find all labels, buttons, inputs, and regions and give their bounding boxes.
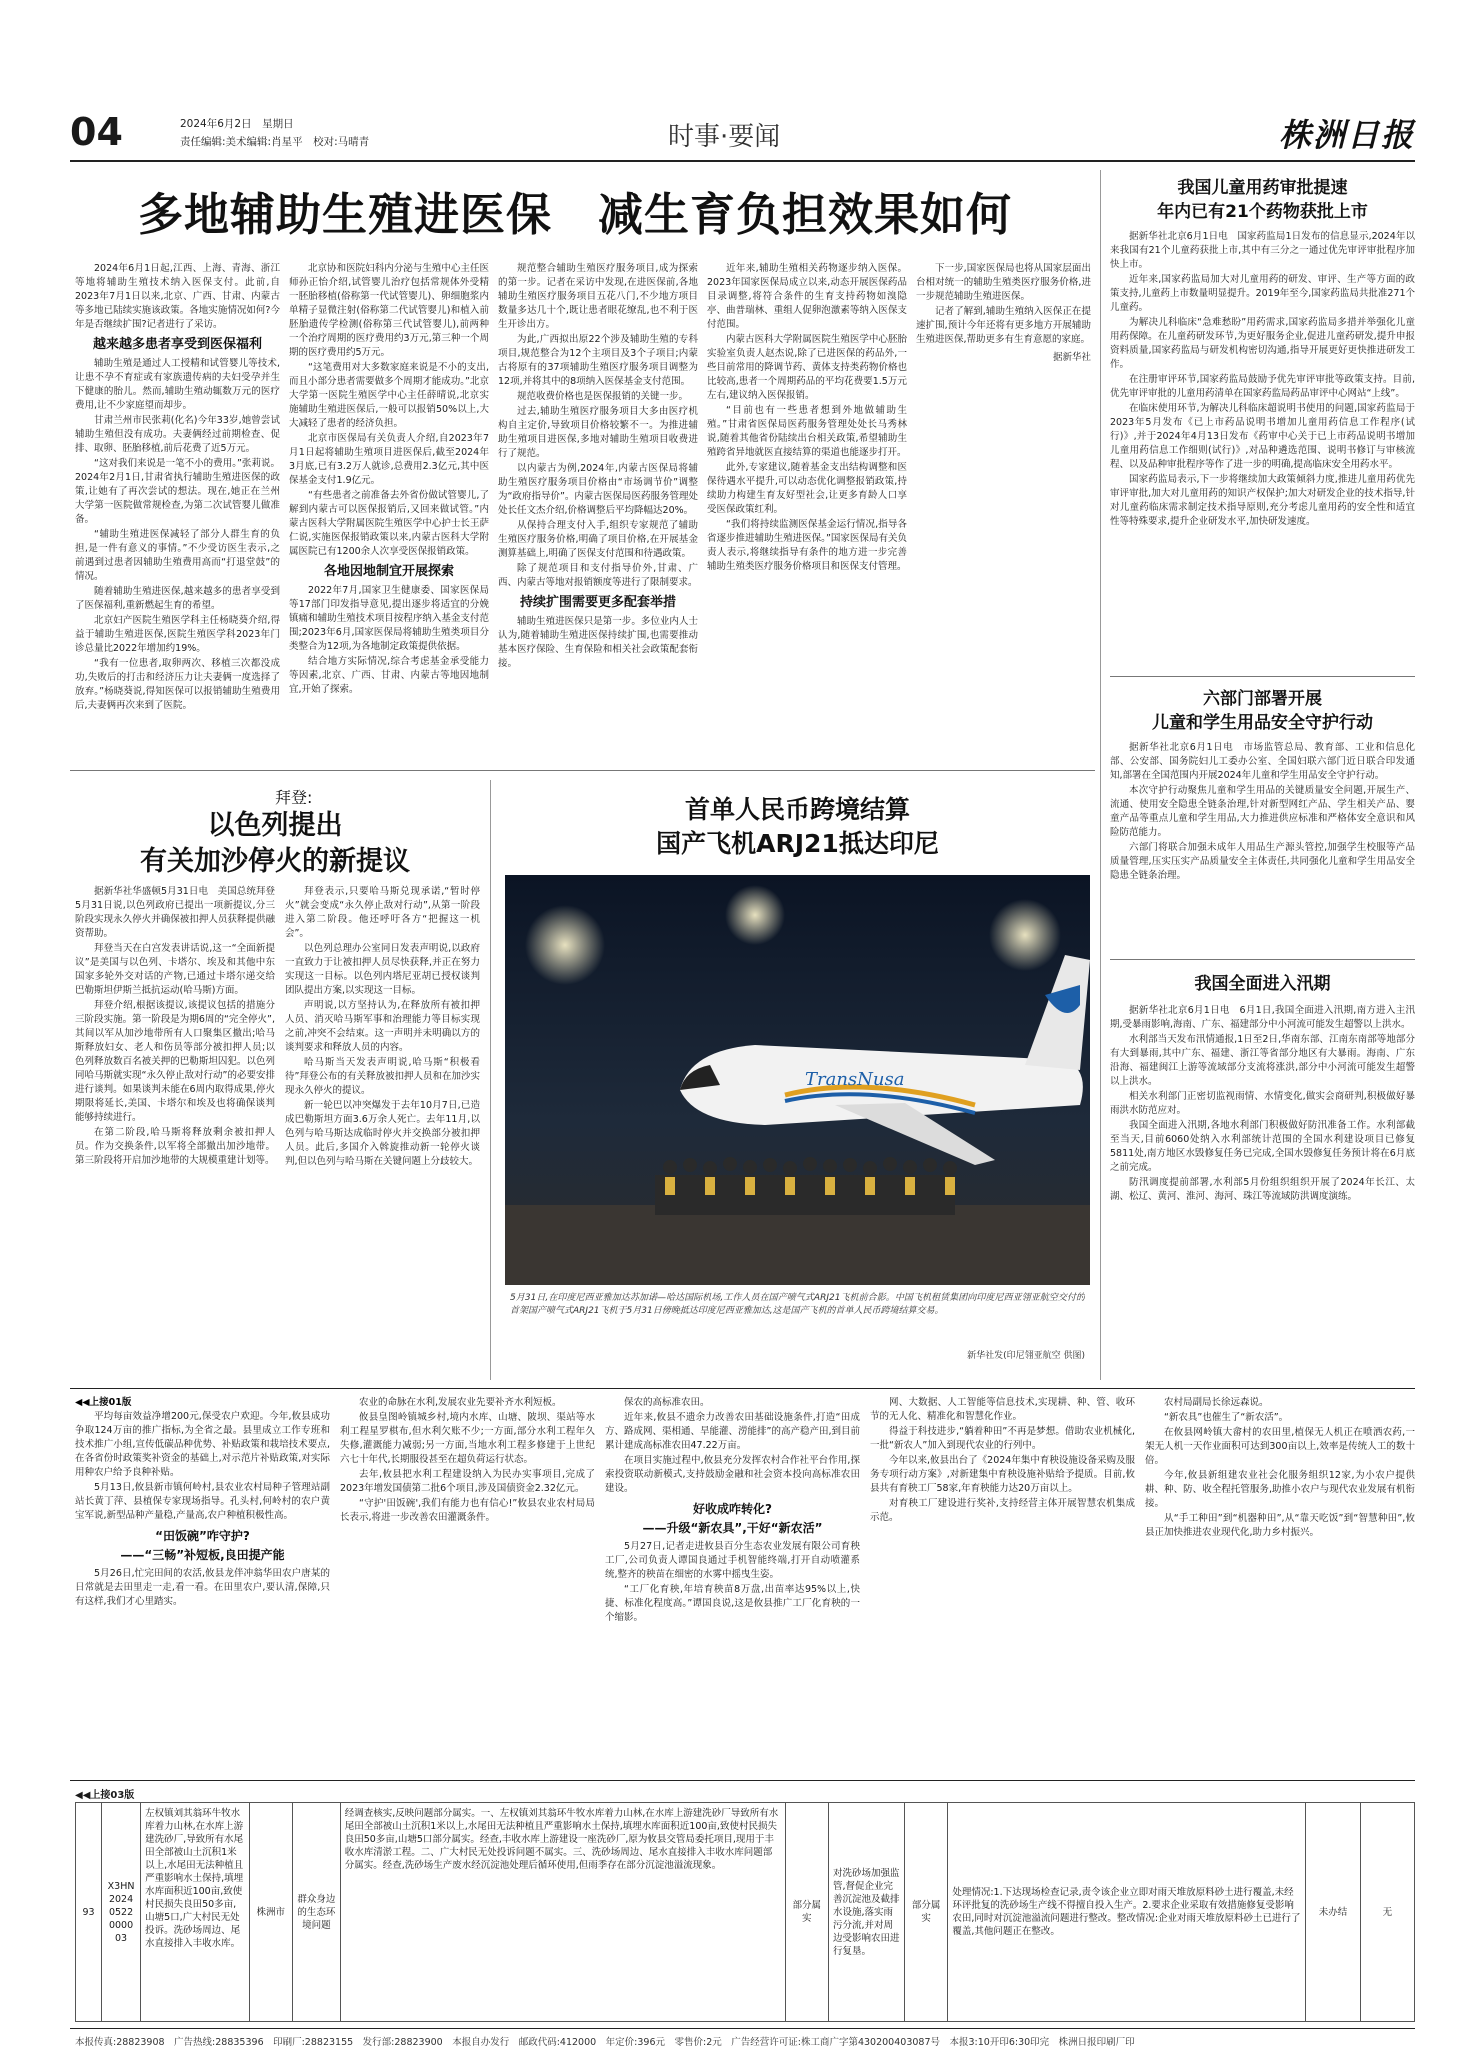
flood-title bbox=[1110, 972, 1415, 996]
row-findings-text: 经调查核实,反映问题部分属实。一、左权镇刘其翁环牛牧水库着力山林,在水库上游建洗砂厂导致所有水尾田全部被山土沉积1米以上,水尾田无法种植且严重影响水土保持,填埋水库面积近100亩,致使村民损失良田50多亩,山塘5口部分属实。经查,丰收水库上游建设一座洗砂厂,原为攸县交管局委托项目,现用于丰收水库清淤工程。二、广大村民无处投诉问题不属实。三、洗砂场周边、尾水直接排入丰收水库问题部分属实。经查,洗砂场生产废水经沉淀池处理后循环使用,但雨季存在部分沉淀池溢流现象。 bbox=[344, 1808, 779, 1871]
annex-table bbox=[75, 1802, 1415, 2022]
lower-col-4 bbox=[870, 1396, 1135, 1774]
section-name: 时事·要闻 bbox=[668, 122, 781, 152]
lower-paragraph: 今年以来,攸县出台了《2024年集中育秧设施设备采购及服务专项行动方案》,对新建集中育秧设施补贴给予提质。目前,攸县共有育秧工厂58家,年育秧能力达20万亩以上。 bbox=[870, 1455, 1135, 1494]
row-type: 群众身边的生态环境问题 bbox=[292, 1803, 340, 2022]
biden-paragraph: 哈马斯当天发表声明说,哈马斯“积极看待”拜登公布的有关释放被扣押人员和在加沙实现永久停火的提议。 bbox=[285, 1057, 480, 1096]
lower-col-1 bbox=[75, 1396, 330, 1774]
lower-paragraph: 平均每亩效益净增200元,保受农户欢迎。今年,攸县成功争取124万亩的推广指标,为全省之最。县里成立工作专班和技术推广小组,宣传低碳品种优势、补贴政策和栽培技术要点,在各省份时政策奖补资金的基础上,对示范片补贴政策,对实际用种农户给予良种补贴。 bbox=[75, 1411, 330, 1478]
lower-col-3 bbox=[605, 1396, 860, 1774]
lead-bottom-rule bbox=[70, 770, 1095, 771]
lower-paragraph: “新农具”也催生了“新农活”。 bbox=[1164, 1412, 1289, 1423]
lead-paragraph: 记者了解到,辅助生殖纳入医保正在提速扩围,预计今年还将有更多地方开展辅助生殖进医保,帮助更多有生育意愿的家庭。 bbox=[916, 306, 1091, 345]
kids-drug-paragraph: 为解决儿科临床“急难愁盼”用药需求,国家药监局多措并举强化儿童用药保障。在儿童药研发环节,为更好服务企业,促进儿童药研发,提升申报资料质量,国家药监局与研发机构密切沟通,指导开展更好更快推进研发工作。 bbox=[1110, 317, 1415, 370]
lead-paragraph: 北京协和医院妇科内分泌与生殖中心主任医师孙正怡介绍,试管婴儿治疗包括常规体外受精一胚胎移植(俗称第一代试管婴儿)、卵细胞浆内单精子显微注射(俗称第二代试管婴儿)和植入前胚胎遗传学检测(俗称第三代试管婴儿),前两种一个治疗周期的医疗费用约3万元,第三种一个周期的医疗费用约5万元。 bbox=[289, 263, 489, 358]
kids-drug-paragraph: 在临床使用环节,为解决儿科临床超说明书使用的问题,国家药监局于2023年5月发布《已上市药品说明书增加儿童用药信息工作程序(试行)》,并于2024年4月13日发布《药审中心关于已上市药品说明书增加儿童用药信息工作细则(试行)》,对品种遴选范围、说明书修订与审核流程、以及品种审批程序等作了进一步的明确,提高临床安全用药水平。 bbox=[1110, 403, 1415, 470]
biden-col-1 bbox=[75, 885, 275, 1365]
lead-col-5 bbox=[916, 262, 1091, 752]
safety-title-line: 儿童和学生用品安全守护行动 bbox=[1152, 713, 1373, 733]
lead-paragraph: 随着辅助生殖进医保,越来越多的患者享受到了医保福利,重新燃起生育的希望。 bbox=[75, 586, 280, 611]
row-findings bbox=[340, 1803, 785, 2022]
lower-paragraph: 今年,攸县新组建农业社会化服务组织12家,为小农户提供耕、种、防、收全程托管服务,助推小农户与现代农业发展有机衔接。 bbox=[1145, 1470, 1415, 1509]
kids-drug-title bbox=[1110, 176, 1415, 224]
biden-paragraph: 拜登介绍,根据该提议,该提议包括的措施分三阶段实施。第一阶段是为期6周的“完全停火”,其间以军从加沙地带所有人口聚集区撤出;哈马斯释放妇女、老人和伤员等部分被扣押人员;以色列释放数百名被关押的巴勒斯坦囚犯。以色列同哈马斯就实现“永久停止敌对行动”的必要安排进行谈判。如果谈判未能在6周内取得成果,停火期限将延长,美国、卡塔尔和埃及也将确保谈判能够持续进行。 bbox=[75, 1000, 275, 1123]
lead-paragraph: “辅助生殖进医保减轻了部分人群生育的负担,是一件有意义的事情。”不少受访医生表示,之前遇到过患者因辅助生殖费用高而“打退堂鼓”的情况。 bbox=[75, 529, 280, 582]
lower-paragraph: 5月27日,记者走进攸县百分生态农业发展有限公司育秧工厂,公司负责人谭国良通过手机智能终端,打开自动喷灌系统,整齐的秧苗在细密的水雾中摇曳生姿。 bbox=[605, 1541, 860, 1580]
lead-paragraph: 除了规范项目和支付指导价外,甘肃、广西、内蒙古等地对报销额度等进行了限制要求。 bbox=[498, 563, 698, 588]
flood-paragraph: 防汛调度提前部署,水利部5月份组织组织开展了2024年长江、太湖、松辽、黄河、淮河、海河、珠江等流域防洪调度演练。 bbox=[1110, 1177, 1415, 1202]
lead-paragraph: 为此,广西拟出原22个涉及辅助生殖的专科项目,规范整合为12个主项目及3个子项目;内蒙古将原有的37项辅助生殖医疗服务项目调整为12项,并将其中的8项纳入医保基金支付范围。 bbox=[498, 334, 698, 387]
lower-paragraph: 在攸县网岭镇大畲村的农田里,植保无人机正在喷洒农药,一架无人机一天作业面积可达到300亩以上,效率是传统人工的数十倍。 bbox=[1145, 1427, 1415, 1466]
row-accountability: 无 bbox=[1360, 1803, 1414, 2022]
lower-paragraph: 在项目实施过程中,攸县充分发挥农村合作社平台作用,探索投资联动新模式,支持鼓励金融和社会资本投向高标准农田建设。 bbox=[605, 1455, 860, 1494]
masthead-logo: 株洲日报 bbox=[1278, 116, 1415, 154]
header-rule bbox=[70, 160, 1415, 162]
lead-paragraph: “这笔费用对大多数家庭来说是不小的支出,而且小部分患者需要做多个周期才能成功。”北京大学第一医院生殖医学中心主任薛晴说,北京实施辅助生殖进医保后,一般可以报销50%以上,大大减轻了患者的经济负担。 bbox=[289, 362, 489, 429]
column-divider bbox=[1100, 170, 1101, 1380]
row-index: 93 bbox=[76, 1803, 102, 2022]
flood-title-line: 我国全面进入汛期 bbox=[1194, 974, 1331, 994]
biden-paragraph: 拜登表示,只要哈马斯兑现承诺,“暂时停火”就会变成“永久停止敌对行动”,从第一阶段进入第二阶段。他还呼吁各方“把握这一机会”。 bbox=[285, 886, 480, 939]
lead-subhead-1: 越来越多患者享受到医保福利 bbox=[92, 337, 262, 352]
kids-drug-body bbox=[1110, 230, 1415, 670]
arj21-title-line: 首单人民币跨境结算 bbox=[684, 795, 910, 824]
aircraft-livery-text: TransNusa bbox=[805, 1069, 905, 1090]
right-column bbox=[1110, 172, 1415, 1380]
tarmac bbox=[505, 1205, 1090, 1285]
lead-paragraph: 此外,专家建议,随着基金支出结构调整和医保待遇水平提升,可以动态优化调整报销政策,持续助力构建生育友好型社会,让更多育龄人口享受医保政策红利。 bbox=[707, 462, 907, 515]
page-header bbox=[70, 112, 1415, 162]
biden-paragraph: 据新华社华盛顿5月31日电 美国总统拜登5月31日说,以色列政府已提出一项新提议,分三阶段实现永久停火并确保被扣押人员获释提供融资帮助。 bbox=[75, 886, 275, 939]
lead-credit: 据新华社 bbox=[1052, 352, 1091, 363]
lower-paragraph: “守护'田饭碗',我们有能力也有信心!”攸县农业农村局局长表示,将进一步改善农田灌溉条件。 bbox=[340, 1498, 595, 1523]
footer-rule bbox=[70, 2028, 1415, 2029]
lead-col-2 bbox=[289, 262, 489, 752]
lead-paragraph: 辅助生殖进医保只是第一步。多位业内人士认为,随着辅助生殖进医保持续扩围,也需要推动基本医疗保险、生育保险和相关社会政策配套衔接。 bbox=[498, 616, 698, 669]
lead-paragraph: 北京市医保局有关负责人介绍,自2023年7月1日起将辅助生殖项目进医保后,截至2024年3月底,已有3.2万人就诊,总费用2.3亿元,其中医保基金支付1.9亿元。 bbox=[289, 433, 489, 486]
lower-paragraph: 5月13日,攸县新市镇何岭村,县农业农村局种子管理站副站长黄丁萍、县植保专家现场指导。孔头村,何岭村的农户黄宝军说,新型品种产量稳,产量高,农户种植积极性高。 bbox=[75, 1482, 330, 1521]
lead-paragraph: 北京妇产医院生殖医学科主任杨晓葵介绍,得益于辅助生殖进医保,医院生殖医学科2023年门诊总量比2022年增加约19%。 bbox=[75, 615, 280, 654]
lead-paragraph: 规范收费价格也是医保报销的关键一步。 bbox=[517, 391, 689, 402]
lower-paragraph: 对育秧工厂建设进行奖补,支持经营主体开展智慧农机集成示范。 bbox=[870, 1498, 1135, 1523]
lower-paragraph: 去年,攸县把水利工程建设纳入为民办实事项目,完成了2023年增发国债第二批6个项目,涉及国债资金2.32亿元。 bbox=[340, 1469, 595, 1494]
lead-paragraph: “这对我们来说是一笔不小的费用。”张莉说。2024年2月1日,甘肃省执行辅助生殖进医保的政策,让她有了再次尝试的想法。现在,她正在兰州大学第一医院做常规检查,为第二次试管婴儿做准备。 bbox=[75, 458, 280, 525]
safety-paragraph: 本次守护行动聚焦儿童和学生用品的关键质量安全问题,开展生产、流通、使用安全隐患全链条治理,针对新型网红产品、学生相关产品、婴童产品等重点儿童和学生用品,大力推进供应标准和严格体安全意识和风险防范能力。 bbox=[1110, 785, 1415, 838]
lead-headline: 多地辅助生殖进医保 减生育负担效果如何 bbox=[137, 188, 1012, 241]
lower-paragraph: 得益于科技进步,“躺着种田”不再是梦想。借助农业机械化,一批“新农人”加入到现代农业的行列中。 bbox=[870, 1426, 1135, 1451]
lead-col-1 bbox=[75, 262, 280, 752]
runway-light bbox=[525, 905, 605, 985]
biden-paragraph: 新一轮巴以冲突爆发于去年10月7日,已造成巴勒斯坦方面3.6万余人死亡。去年11月,以色列与哈马斯达成临时停火并交换部分被扣押人员。此后,多国介入斡旋推动新一轮停火谈判,但以色列与哈马斯在关键问题上分歧较大。 bbox=[285, 1100, 480, 1167]
mid-rule bbox=[70, 1388, 1415, 1389]
lead-paragraph: 甘肃兰州市民张莉(化名)今年33岁,她曾尝试辅助生殖但没有成功。夫妻俩经过前期检查、促排、取卵、胚胎移植,前后花费了近5万元。 bbox=[75, 415, 280, 454]
lower-subhead-2b: ——升级“新农具”,干好“新农活” bbox=[642, 1521, 823, 1535]
biden-title-line: 以色列提出 bbox=[207, 810, 343, 841]
issue-date: 2024年6月2日 星期日 bbox=[180, 118, 294, 130]
arj21-headline bbox=[500, 793, 1095, 861]
continued-from-01: ◀◀上接01版 bbox=[75, 1397, 132, 1408]
biden-headline bbox=[75, 785, 475, 880]
lead-paragraph: 2022年7月,国家卫生健康委、国家医保局等17部门印发指导意见,提出逐步将适宜的分娩镇痛和辅助生殖技术项目按程序纳入基金支付范围;2023年6月,国家医保局将辅助生殖类项目分类整合为12项,为各地制定政策提供依据。 bbox=[289, 585, 489, 652]
runway-light bbox=[989, 899, 1061, 971]
right-divider-2 bbox=[1110, 959, 1415, 960]
lower-subhead-2: 好收成咋转化? bbox=[693, 1502, 772, 1516]
lead-paragraph: 下一步,国家医保局也将从国家层面出台相对统一的辅助生殖类医疗服务价格,进一步规范辅助生殖进医保。 bbox=[916, 263, 1091, 302]
editors-line: 责任编辑:美术编辑:肖星平 校对:马晴青 bbox=[180, 136, 370, 148]
lead-paragraph: 过去,辅助生殖医疗服务项目大多由医疗机构自主定价,导致项目价格较繁不一。为推进辅助生殖项目进医保,多地对辅助生殖项目收费进行了规范。 bbox=[498, 406, 698, 459]
biden-kicker: 拜登: bbox=[275, 788, 313, 807]
row-actions: 对洗砂场加强监管,督促企业完善沉淀池及截排水设施,落实雨污分流,并对周边受影响农田进行复垦。 bbox=[828, 1803, 904, 2022]
arj21-caption: 5月31日,在印度尼西亚雅加达苏加诺—哈达国际机场,工作人员在国产喷气式ARJ21飞机前合影。中国飞机租赁集团向印度尼西亚翎亚航空交付的首架国产喷气式ARJ21飞机于5月31日傍晚抵达印度尼西亚雅加达,这是国产飞机的首单人民币跨境结算交易。 bbox=[510, 1293, 1085, 1316]
kids-drug-title-line: 我国儿童用药审批提速 bbox=[1177, 178, 1348, 198]
table-row bbox=[76, 1803, 1415, 2022]
lower-paragraph: 从“手工种田”到“机器种田”,从“靠天吃饭”到“智慧种田”,攸县正加快推进农业现代化,助力乡村振兴。 bbox=[1145, 1513, 1415, 1538]
lead-paragraph: “有些患者之前准备去外省份做试管婴儿,了解到内蒙古可以医保报销后,又回来做试管。”内蒙古医科大学附属医院生殖医学中心护士长王萨仁说,实施医保报销政策以来,内蒙古医科大学附属医院已有1200余人次享受医保报销政策。 bbox=[289, 490, 489, 557]
lead-paragraph: 从保持合理支付入手,组织专家规范了辅助生殖医疗服务价格,明确了项目价格,在开展基金测算基础上,明确了医保支付范围和待遇政策。 bbox=[498, 520, 698, 559]
lower-paragraph: 网、大数据、人工智能等信息技术,实现耕、种、管、收环节的无人化、精准化和智慧化作业。 bbox=[870, 1397, 1135, 1422]
row-complaint bbox=[141, 1803, 250, 2022]
lower-col-5 bbox=[1145, 1396, 1415, 1774]
safety-title-line: 六部门部署开展 bbox=[1203, 689, 1322, 709]
lower-paragraph: 5月26日,忙完田间的农活,攸县龙伴冲翁华田农户唐某的日常就是去田里走一走,看一看。在田里农户,要认清,保障,只有这样,我们才心里踏实。 bbox=[75, 1568, 330, 1607]
biden-paragraph: 以色列总理办公室同日发表声明说,以政府一直致力于让被扣押人员尽快获释,并正在努力实现这一目标。以色列内塔尼亚胡已授权谈判团队提出方案,以实现这一目标。 bbox=[285, 943, 480, 996]
safety-paragraph: 六部门将联合加强未成年人用品生产源头管控,加强学生校服等产品质量管理,压实压实产品质量安全主体责任,共同强化儿童和学生用品安全隐患全链条治理。 bbox=[1110, 842, 1415, 881]
lower-subhead-1: “田饭碗”咋守护? bbox=[155, 1529, 250, 1543]
column-divider bbox=[490, 780, 491, 1380]
row-verdict-2: 部分属实 bbox=[904, 1803, 947, 2022]
row-rectification-text: 处理情况:1.下达现场检查记录,责令该企业立即对雨天堆放原料砂土进行覆盖,未经环评批复的洗砂场生产线不得擅自投入生产。2.要求企业采取有效措施修复受影响农田,同时对沉淀池溢流问题进行整改。整改情况:企业对雨天堆放原料砂土已进行了覆盖,其他问题正在整改。 bbox=[952, 1887, 1301, 1937]
biden-title-line: 有关加沙停火的新提议 bbox=[140, 846, 410, 877]
arj21-photo bbox=[505, 875, 1090, 1285]
lead-paragraph: 以内蒙古为例,2024年,内蒙古医保局将辅助生殖医疗服务项目价格由“市场调节价”调整为“政府指导价”。内蒙古医保局医药服务管理处处长任文杰介绍,价格调整后平均降幅达20%。 bbox=[498, 463, 698, 516]
kids-drug-paragraph: 国家药监局表示,下一步将继续加大政策倾斜力度,推进儿童用药优先审评审批,加大对儿童用药的知识产权保护;加大对研发企业的技术指导,针对儿童药临床需求制定技术指导原则,充分考虑儿童用药的安全性和适宜性等特殊要求,提升企业研发水平,加快研发速度。 bbox=[1110, 474, 1415, 527]
lower-paragraph: 农业的命脉在水利,发展农业先要补齐水利短板。 bbox=[359, 1397, 562, 1408]
lower-paragraph: “工厂化育秧,年培育秧苗8万盘,出苗率达95%以上,快捷、标准化程度高。”谭国良说,这是攸县推广工厂化育秧的一个缩影。 bbox=[605, 1584, 860, 1623]
arj21-photo-credit: 新华社发(印尼翎亚航空 供图) bbox=[967, 1351, 1085, 1361]
row-rectification bbox=[948, 1803, 1306, 2022]
safety-paragraph: 据新华社北京6月1日电 市场监管总局、教育部、工业和信息化部、公安部、国务院妇儿工委办公室、全国妇联六部门近日联合印发通知,部署在全国范围内开展2024年儿童和学生用品安全守护行动。 bbox=[1110, 742, 1415, 781]
right-divider-1 bbox=[1110, 676, 1415, 677]
runway-light bbox=[725, 885, 785, 945]
biden-paragraph: 在第二阶段,哈马斯将释放剩余被扣押人员。作为交换条件,以军将全部撤出加沙地带。第三阶段将开启加沙地带的大规模重建计划等。 bbox=[75, 1127, 275, 1166]
flood-paragraph: 水利部当天发布汛情通报,1日至2日,华南东部、江南东南部等地部分有大到暴雨,其中广东、福建、浙江等省部分地区有大暴雨。海南、广东沿海、福建闽江上游等流域部分支流将涨洪,部分中小河流可能发生超警以上洪水。 bbox=[1110, 1034, 1415, 1087]
safety-body bbox=[1110, 741, 1415, 953]
safety-title bbox=[1110, 687, 1415, 735]
annex-table-wrap bbox=[75, 1802, 1415, 2022]
row-status: 未办结 bbox=[1306, 1803, 1360, 2022]
arj21-photo-image bbox=[505, 875, 1090, 1285]
lead-paragraph: 结合地方实际情况,综合考虑基金承受能力等因素,北京、广西、甘肃、内蒙古等地因地制宜,开始了探索。 bbox=[289, 656, 489, 695]
lead-paragraph: “我们将持续监测医保基金运行情况,指导各省逐步推进辅助生殖进医保。”国家医保局有关负责人表示,将继续指导有条件的地方进一步完善辅助生殖类医疗服务价格项目和医保支付管理。 bbox=[707, 519, 907, 572]
lead-paragraph: “目前也有一些患者想到外地做辅助生殖。”甘肃省医保局医药服务管理处处长马秀林说,随着其他省份陆续出台相关政策,希望辅助生殖跨省异地就医直接结算的渠道也能逐步打开。 bbox=[707, 405, 907, 458]
lower-col-2 bbox=[340, 1396, 595, 1774]
row-code: X3HN20240522000003 bbox=[102, 1803, 141, 2022]
biden-paragraph: 拜登当天在白宫发表讲话说,这一“全面新提议”是美国与以色列、卡塔尔、埃及和其他中东国家多轮外交对话的产物,已通过卡塔尔递交给巴勒斯坦伊斯兰抵抗运动(哈马斯)方面。 bbox=[75, 943, 275, 996]
lead-paragraph: 辅助生殖是通过人工授精和试管婴儿等技术,让患不孕不育症或有家族遗传病的夫妇受孕并生下健康的胎儿。然而,辅助生殖动辄数万元的医疗费用,让不少家庭望而却步。 bbox=[75, 358, 280, 411]
kids-drug-title-line: 年内已有21个药物获批上市 bbox=[1157, 202, 1368, 222]
lead-paragraph: 规范整合辅助生殖医疗服务项目,成为探索的第一步。记者在采访中发现,在进医保前,各地辅助生殖医疗服务项目五花八门,不少地方项目数量多达几十个,既让患者眼花缭乱,也不利于医生开诊出方。 bbox=[498, 263, 698, 330]
lower-paragraph: 近年来,攸县不遗余力改善农田基础设施条件,打造“田成方、路成网、渠相通、旱能灌、涝能排”的高产稳产田,到目前累计建成高标准农田47.22万亩。 bbox=[605, 1412, 860, 1451]
flood-paragraph: 相关水利部门正密切监视雨情、水情变化,做实会商研判,积极做好暴雨洪水防范应对。 bbox=[1110, 1091, 1415, 1116]
lower-paragraph: 农村局副局长徐远森说。 bbox=[1164, 1397, 1269, 1408]
lead-paragraph: 近年来,辅助生殖相关药物逐步纳入医保。2023年国家医保局成立以来,动态开展医保药品目录调整,将符合条件的生育支持药物如溴隐亭、曲普瑞林、重组人促卵泡激素等纳入医保支付范围。 bbox=[707, 263, 907, 330]
lead-col-4 bbox=[707, 262, 907, 752]
lead-paragraph: 内蒙古医科大学附属医院生殖医学中心胚胎实验室负责人赵杰说,除了已进医保的药品外,一些目前常用的降调节药、黄体支持类药物价格也比较高,患者一个周期药品的平均花费要1.5万元左右,建议纳入医保报销。 bbox=[707, 334, 907, 401]
lower-rule bbox=[70, 1780, 1415, 1781]
lead-intro: 2024年6月1日起,江西、上海、青海、浙江等地将辅助生殖技术纳入医保支付。此前,自2023年7月1日以来,北京、广西、甘肃、内蒙古等多地已陆续实施该政策。各地实施情况如何?今年是否继续扩围?记者进行了采访。 bbox=[75, 263, 280, 330]
lead-subhead-2: 各地因地制宜开展探索 bbox=[323, 564, 454, 579]
flood-body bbox=[1110, 1004, 1415, 1334]
lead-subhead-3: 持续扩围需要更多配套举措 bbox=[519, 595, 676, 610]
biden-paragraph: 声明说,以方坚持认为,在释放所有被扣押人员、消灭哈马斯军事和治理能力等目标实现之前,冲突不会结束。这一声明并未明确以方的谈判要求和释放人员的内容。 bbox=[285, 1000, 480, 1053]
lead-col-3 bbox=[498, 262, 698, 752]
flood-paragraph: 我国全面进入汛期,各地水利部门积极做好防汛准备工作。水利部截至当天,目前6060处纳入水利部统计范围的全国水利建设项目已修复5811处,南方地区水毁修复任务已完成,全国水毁修复任务预计将在6月底之前完成。 bbox=[1110, 1120, 1415, 1173]
lower-paragraph: 保农的高标准农田。 bbox=[624, 1397, 710, 1408]
lead-paragraph: “我有一位患者,取卵两次、移植三次都没成功,失败后的打击和经济压力让夫妻俩一度选择了放弃。”杨晓葵说,得知医保可以报销辅助生殖费用后,夫妻俩再次来到了医院。 bbox=[75, 658, 280, 711]
continued-from-03: ◀◀上接03版 bbox=[75, 1790, 135, 1801]
kids-drug-paragraph: 在注册审评环节,国家药监局鼓励予优先审评审批等政策支持。目前,优先审评审批的儿童用药清单在国家药监局药品审评中心网站“上线”。 bbox=[1110, 374, 1415, 399]
page-number: 04 bbox=[70, 110, 123, 154]
biden-col-2 bbox=[285, 885, 480, 1365]
kids-drug-paragraph: 据新华社北京6月1日电 国家药监局1日发布的信息显示,2024年以来我国有21个儿童药获批上市,其中有三分之一通过优先审评审批程序加快上市。 bbox=[1110, 231, 1415, 270]
lower-subhead-1b: ——“三畅”补短板,良田提产能 bbox=[120, 1548, 285, 1562]
footer-info: 本报传真:28823908 广告热线:28835396 印刷厂:28823155 发行部:28823900 本报自办发行 邮政代码:412000 年定价:396元 零售价:2元 广告经营许可证:株工商广字第430200403087号 本报3:10开印6:30印完 株洲日报印刷厂印 bbox=[75, 2037, 1135, 2048]
row-verdict: 部分属实 bbox=[785, 1803, 828, 2022]
flood-paragraph: 据新华社北京6月1日电 6月1日,我国全面进入汛期,南方进入主汛期,受暴雨影响,海南、广东、福建部分中小河流可能发生超警以上洪水。 bbox=[1110, 1005, 1415, 1030]
lower-paragraph: 攸县皇图岭镇城乡村,境内水库、山塘、陂坝、渠站等水利工程星罗棋布,但水利欠账不少;一方面,部分水利工程年久失修,灌溉能力减弱;另一方面,当地水利工程多修建于上世纪六七十年代,长期服役甚至在超负荷运行状态。 bbox=[340, 1412, 595, 1465]
kids-drug-paragraph: 近年来,国家药监局加大对儿童用药的研发、审评、生产等方面的政策支持,儿童药上市数量明显提升。2019年至今,国家药监局共批准271个儿童药。 bbox=[1110, 274, 1415, 313]
arj21-title-line: 国产飞机ARJ21抵达印尼 bbox=[656, 829, 939, 858]
row-district: 株洲市 bbox=[249, 1803, 292, 2022]
row-complaint-text: 左权镇刘其翁环牛牧水库着力山林,在水库上游建洗砂厂,导致所有水尾田全部被山土沉积1米以上,水尾田无法种植且严重影响水土保持,填埋水库面积近100亩,致使村民损失良田50多亩,山塘5口,广大村民无处投诉。洗砂场周边、尾水直接排入丰收水库。 bbox=[145, 1808, 244, 1949]
